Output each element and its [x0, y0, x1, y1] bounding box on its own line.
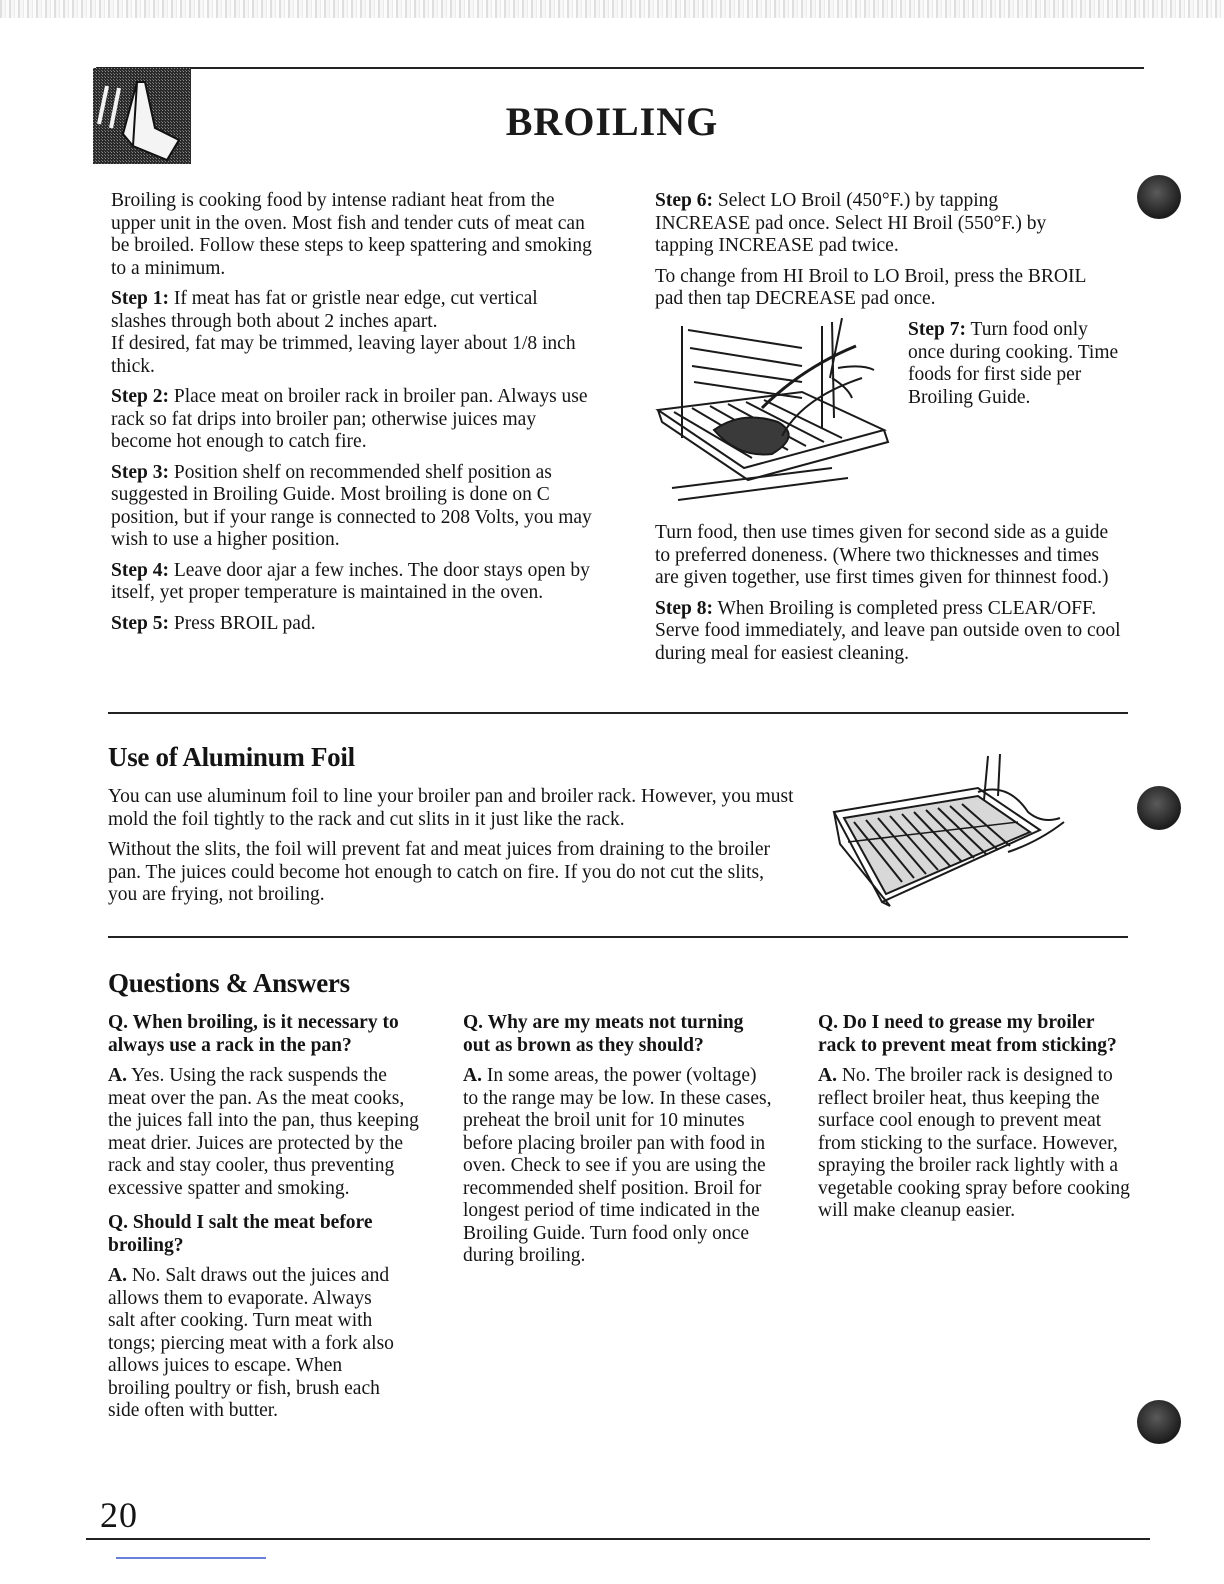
foil-paragraph-1: You can use aluminum foil to line your broiler pan and broiler rack. However, you must mold the foil tightly to the rack and cut slits in it just like the rack.	[108, 786, 794, 830]
step-1-text: If meat has fat or gristle near edge, cut vertical slashes through both about 2 inches apart.	[111, 288, 538, 332]
step-8-block	[655, 522, 1125, 673]
qa-answer-1-text: Yes. Using the rack suspends the meat over the pan. As the meat cooks, the juices fall into the pan, thus keeping meat drier. Juices are protected by the rack and stay cooler, thus preventing excessive spatter and smoking.	[108, 1065, 419, 1199]
step-6-block	[655, 190, 1095, 319]
step-5	[111, 613, 596, 636]
qa-column-2	[463, 1012, 773, 1280]
foil-paragraph-2: Without the slits, the foil will prevent fat and meat juices from draining to the broiler pan. The juices could become hot enough to catch on fire. If you do not cut the slits, you are frying, not broiling.	[108, 839, 771, 905]
step-1-extra: If desired, fat may be trimmed, leaving layer about 1/8 inch thick.	[111, 333, 576, 377]
step-7	[908, 319, 1128, 409]
section-divider-2	[108, 936, 1128, 938]
qa-question-1: Q. When broiling, is it necessary to always use a rack in the pan?	[108, 1012, 399, 1056]
oven-broiling-illustration	[652, 318, 902, 513]
step-2-label: Step 2:	[111, 386, 169, 407]
step-7-block	[908, 319, 1128, 417]
qa-question-2: Q. Should I salt the meat before broiling?	[108, 1212, 373, 1256]
page-title: BROILING	[505, 99, 719, 144]
step-2-text: Place meat on broiler rack in broiler pan. Always use rack so fat drips into broiler pan; otherwise juices may become hot enough to catch fire.	[111, 386, 588, 452]
step-7-label: Step 7:	[908, 319, 966, 340]
step-3	[111, 462, 596, 552]
step-8-label: Step 8:	[655, 597, 713, 619]
qa-question-4: Q. Do I need to grease my broiler rack to prevent meat from sticking?	[818, 1012, 1117, 1056]
step-6	[655, 190, 1095, 258]
step-5-text: Press BROIL pad.	[168, 612, 316, 634]
foil-pan-illustration	[828, 752, 1068, 912]
qa-column-1	[108, 1012, 423, 1435]
section-divider-1	[108, 712, 1128, 714]
qa-answer-3-text: In some areas, the power (voltage) to the range may be low. In these cases, preheat the broil unit for 10 minutes before placing broiler pan with food in oven. Check to see if you are using the recommended shelf position. Broil for longest period of time indicated in the Broiling Guide. Turn food only once during broiling.	[463, 1065, 772, 1266]
footer-rule	[86, 1538, 1150, 1540]
qa-heading: Questions & Answers	[108, 968, 350, 998]
margin-dot-2	[1137, 786, 1181, 830]
qa-answer-3-label: A.	[463, 1065, 482, 1086]
qa-answer-2	[108, 1265, 398, 1423]
step-8	[655, 598, 1125, 666]
step-6-text: Select LO Broil (450°F.) by tapping INCREASE pad once. Select HI Broil (550°F.) by tapping INCREASE pad twice.	[655, 190, 1047, 256]
step-1	[111, 288, 596, 333]
intro-column	[111, 190, 596, 643]
step-4-text: Leave door ajar a few inches. The door stays open by itself, yet proper temperature is maintained in the oven.	[111, 559, 590, 603]
margin-dot-1	[1137, 175, 1181, 219]
qa-column-3	[818, 1012, 1133, 1235]
qa-question-3: Q. Why are my meats not turning out as brown as they should?	[463, 1012, 744, 1056]
qa-answer-1	[108, 1065, 423, 1200]
qa-answer-4-text: No. The broiler rack is designed to reflect broiler heat, thus keeping the surface cool enough to prevent meat from sticking to the surface. However, spraying the broiler rack lightly with a vegetable cooking spray before cooking will make cleanup easier.	[818, 1065, 1130, 1221]
step-4-label: Step 4:	[111, 559, 169, 581]
step-3-text: Position shelf on recommended shelf position as suggested in Broiling Guide. Most broiling is done on C position, but if your range is connected to 208 Volts, you may wish to use a higher position.	[111, 461, 592, 550]
step-6-label: Step 6:	[655, 190, 713, 211]
header-rule	[96, 67, 1144, 69]
step-1-label: Step 1:	[111, 288, 169, 309]
intro-paragraph: Broiling is cooking food by intense radiant heat from the upper unit in the oven. Most fish and tender cuts of meat can be broiled. Follow these steps to keep spattering and smoking to a minimum.	[111, 190, 592, 279]
qa-answer-1-label: A.	[108, 1065, 127, 1086]
step-3-label: Step 3:	[111, 461, 169, 483]
step-8-text: When Broiling is completed press CLEAR/OFF. Serve food immediately, and leave pan outside oven to cool during meal for easiest cleaning.	[655, 597, 1121, 664]
qa-answer-2-label: A.	[108, 1265, 127, 1286]
foil-text	[108, 786, 798, 915]
qa-answer-4	[818, 1065, 1133, 1223]
step-7-text: Turn food only once during cooking. Time foods for first side per Broiling Guide.	[908, 319, 1119, 408]
broil-change-text: To change from HI Broil to LO Broil, press the BROIL pad then tap DECREASE pad once.	[655, 265, 1086, 309]
scan-noise-top	[0, 0, 1224, 18]
foil-heading: Use of Aluminum Foil	[108, 742, 355, 772]
step-5-label: Step 5:	[111, 612, 169, 634]
turn-food-text: Turn food, then use times given for second side as a guide to preferred doneness. (Where two thicknesses and times are given together, use first times given for thinnest food.)	[655, 522, 1109, 588]
margin-dot-3	[1137, 1400, 1181, 1444]
qa-answer-3	[463, 1065, 773, 1268]
footer-link-underline	[116, 1557, 266, 1559]
qa-answer-2-text: No. Salt draws out the juices and allows them to evaporate. Always salt after cooking. Turn meat with tongs; piercing meat with a fork also allows juices to escape. When broiling poultry or fish, brush each side often with butter.	[108, 1265, 394, 1421]
step-2	[111, 386, 596, 454]
qa-answer-4-label: A.	[818, 1065, 837, 1086]
page-number: 20	[100, 1495, 138, 1535]
step-4	[111, 560, 596, 605]
